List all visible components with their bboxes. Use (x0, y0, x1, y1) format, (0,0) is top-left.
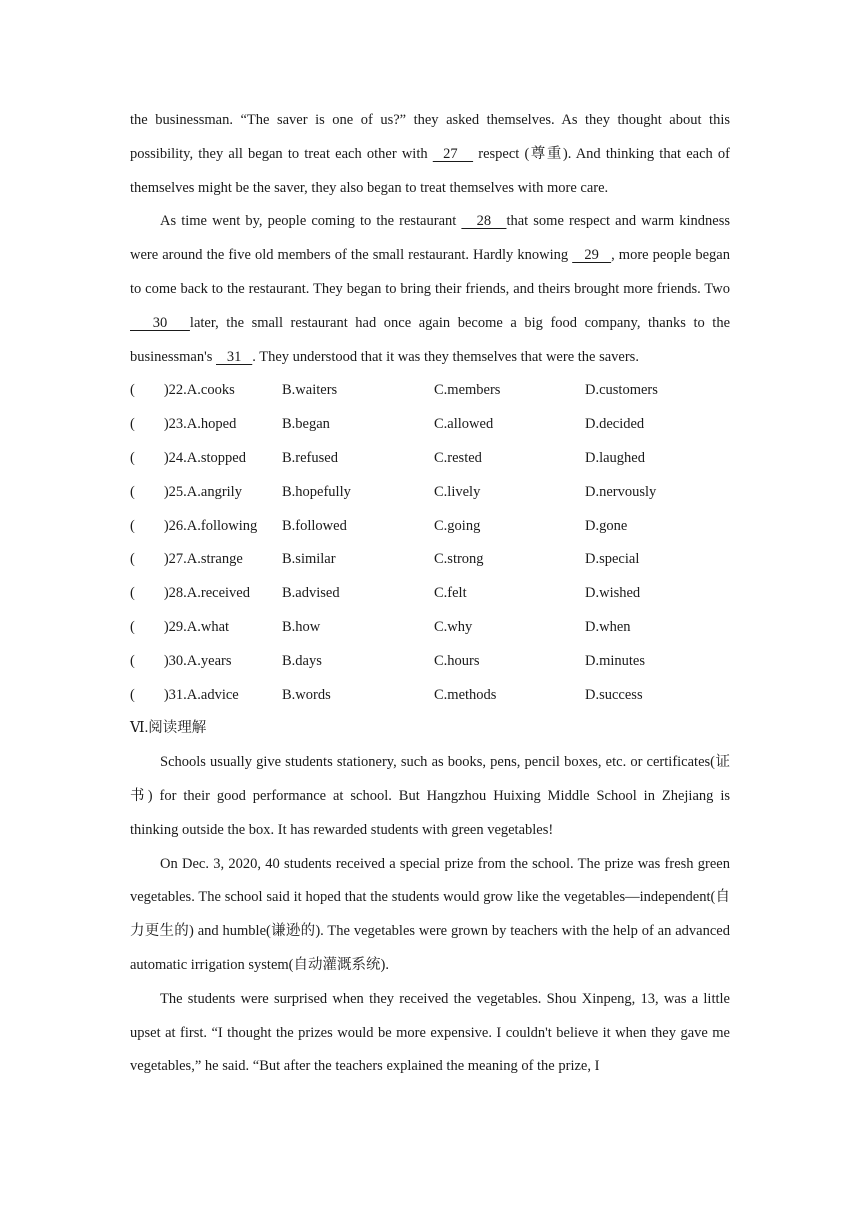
option-d: D.laughed (585, 449, 645, 466)
reading-paragraph-1: Schools usually give students stationery, such as books, pens, pencil boxes, etc. or certificates(证书) for their good performance at school. But Hangzhou Huixing Middle School in Zhejiang is thinking outside the box. It has rewarded students with green vegetables! (130, 754, 730, 838)
option-c: C.rested (434, 449, 482, 466)
option-d: D.special (585, 551, 640, 568)
question-row (130, 679, 730, 713)
document-page (130, 104, 730, 1084)
option-c: C.why (434, 618, 473, 635)
question-number-option-a: ( )31.A.advice (130, 686, 239, 703)
option-b: B.followed (282, 517, 347, 534)
cloze-paragraph-1 (130, 104, 730, 205)
option-b: B.words (282, 686, 331, 703)
question-number-option-a: ( )22.A.cooks (130, 382, 235, 399)
option-c: C.hours (434, 652, 480, 669)
option-b: B.similar (282, 551, 336, 568)
option-d: D.nervously (585, 483, 657, 500)
question-row (130, 645, 730, 679)
blank-27: 27 (432, 145, 474, 162)
option-d: D.minutes (585, 652, 646, 669)
option-b: B.days (282, 652, 322, 669)
text-run: the businessman. “The saver is one of us?” they asked themselves. As they thought about this possibility, they all began to treat each other with (130, 112, 730, 162)
text-run: As time went by, people coming to the restaurant (160, 213, 462, 230)
text-run: respect (尊重). And thinking that each of themselves might be the saver, they also began to treat themselves with more care. (130, 145, 731, 196)
question-row (130, 577, 730, 611)
text-run: that some respect and warm kindness were around the five old members of the small restaurant. Hardly knowing (130, 213, 731, 264)
option-d: D.decided (585, 416, 645, 433)
text-run: later, the small restaurant had once again become a big food company, thanks to the businessman's (130, 314, 730, 365)
option-c: C.members (434, 382, 501, 399)
question-row (130, 408, 730, 442)
option-c: C.allowed (434, 416, 494, 433)
option-b: B.hopefully (282, 483, 351, 500)
reading-paragraph-2: On Dec. 3, 2020, 40 students received a special prize from the school. The prize was fresh green vegetables. The school said it hoped that the students would grow like the vegetables—independent(自力更生的) and humble(谦逊的). The vegetables were grown by teachers with the help of an advanced automatic irrigation system(自动灌溉系统). (130, 855, 730, 973)
section-title: Ⅵ.阅读理解 (130, 720, 207, 737)
option-c: C.strong (434, 551, 484, 568)
text-run: . They understood that it was they themselves that were the savers. (252, 348, 639, 365)
question-number-option-a: ( )27.A.strange (130, 551, 243, 568)
option-b: B.refused (282, 449, 338, 466)
question-row (130, 374, 730, 408)
question-row (130, 442, 730, 476)
option-c: C.lively (434, 483, 481, 500)
question-number-option-a: ( )28.A.received (130, 585, 250, 602)
question-number-option-a: ( )24.A.stopped (130, 449, 246, 466)
option-c: C.felt (434, 585, 467, 602)
option-c: C.going (434, 517, 481, 534)
option-b: B.began (282, 416, 330, 433)
option-d: D.customers (585, 382, 658, 399)
option-b: B.waiters (282, 382, 338, 399)
option-b: B.how (282, 618, 321, 635)
option-d: D.when (585, 618, 631, 635)
blank-30: 30 (130, 314, 190, 331)
option-b: B.advised (282, 585, 340, 602)
option-d: D.gone (585, 517, 628, 534)
question-number-option-a: ( )29.A.what (130, 618, 230, 635)
question-number-option-a: ( )30.A.years (130, 652, 232, 669)
option-d: D.success (585, 686, 643, 703)
question-row (130, 510, 730, 544)
text-run: , more people began to come back to the restaurant. They began to bring their friends, and theirs brought more friends. Two (130, 247, 730, 297)
option-d: D.wished (585, 585, 641, 602)
question-row (130, 543, 730, 577)
cloze-paragraph-2 (130, 205, 730, 374)
reading-paragraph-3: The students were surprised when they received the vegetables. Shou Xinpeng, 13, was a little upset at first. “I thought the prizes would be more expensive. I couldn't believe it when they gave me vegetables,” he said. “But after the teachers explained the meaning of the prize, I (130, 990, 730, 1075)
blank-31: 31 (216, 348, 253, 365)
question-number-option-a: ( )26.A.following (130, 517, 258, 534)
question-row (130, 611, 730, 645)
question-options-list (130, 374, 730, 712)
question-number-option-a: ( )23.A.hoped (130, 416, 237, 433)
question-number-option-a: ( )25.A.angrily (130, 483, 242, 500)
blank-29: 29 (572, 247, 612, 264)
option-c: C.methods (434, 686, 497, 703)
blank-28: 28 (461, 213, 507, 230)
question-row (130, 476, 730, 510)
